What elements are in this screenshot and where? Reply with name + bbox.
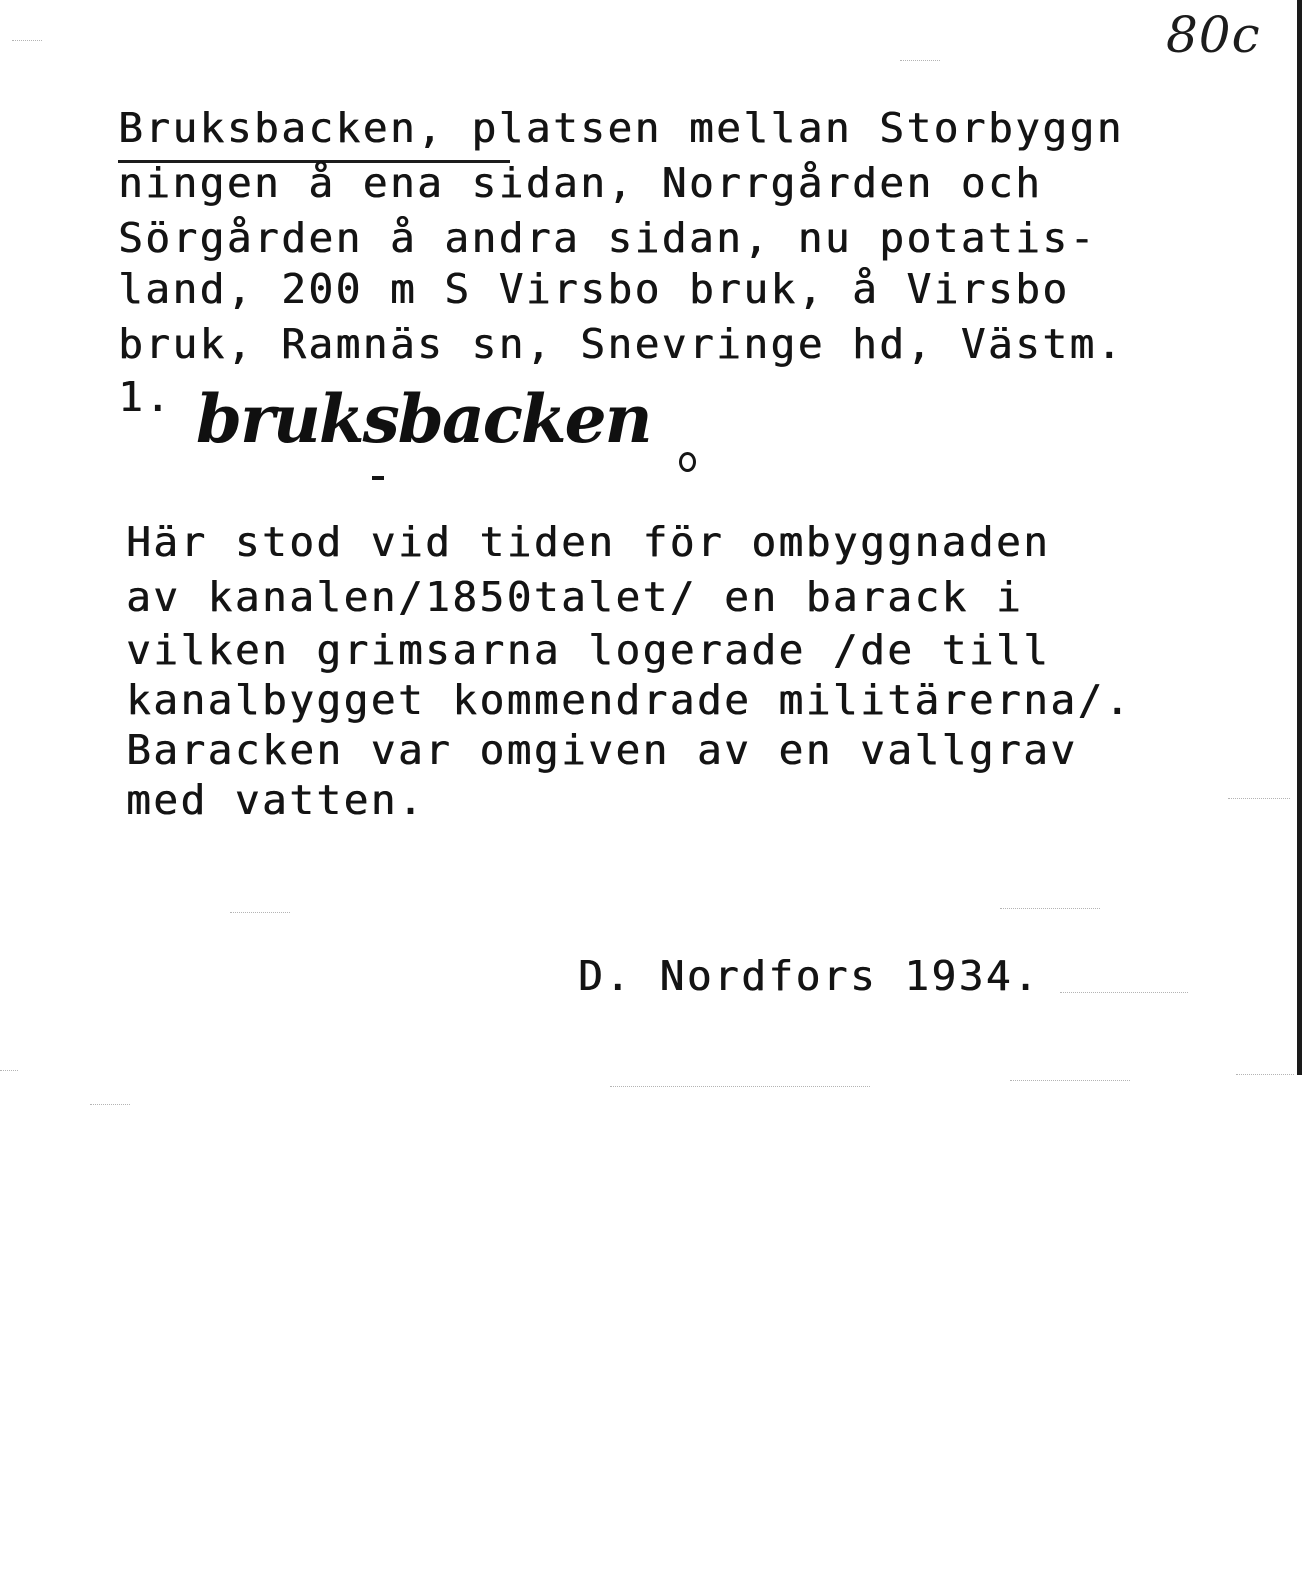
scan-speck — [1060, 992, 1188, 994]
handwritten-pronunciation: bruksbacken — [196, 380, 651, 458]
scan-speck — [1228, 798, 1290, 800]
scan-speck — [900, 60, 940, 62]
scan-speck — [12, 40, 42, 42]
card-edge-line — [1297, 0, 1302, 1075]
signature: D. Nordfors 1934. — [578, 952, 1041, 1000]
scan-speck — [1236, 1074, 1294, 1076]
entry-line: ningen å ena sidan, Norrgården och — [118, 159, 1043, 207]
description-line: av kanalen/1850talet/ en barack i — [126, 573, 1024, 621]
description-line: Här stod vid tiden för ombyggnaden — [126, 518, 1051, 566]
length-diacritic-mark — [372, 476, 384, 480]
entry-line: Bruksbacken, platsen mellan Storbyggn — [118, 104, 1124, 152]
entry-line: bruk, Ramnäs sn, Snevringe hd, Västm. — [118, 320, 1124, 368]
pronunciation-number: 1. — [118, 373, 173, 421]
description-line: med vatten. — [126, 776, 426, 824]
scan-speck — [90, 1104, 130, 1106]
scan-speck — [1010, 1080, 1130, 1082]
entry-line: land, 200 m S Virsbo bruk, å Virsbo — [118, 265, 1070, 313]
description-line: vilken grimsarna logerade /de till — [126, 626, 1051, 674]
entry-line: Sörgården å andra sidan, nu potatis- — [118, 214, 1097, 262]
scan-speck — [230, 912, 290, 914]
description-line: kanalbygget kommendrade militärerna/. — [126, 676, 1132, 724]
scan-speck — [610, 1086, 870, 1088]
scan-speck — [0, 1070, 18, 1072]
scan-speck — [1000, 908, 1100, 910]
description-line: Baracken var omgiven av en vallgrav — [126, 726, 1078, 774]
catalog-number: 80c — [1166, 6, 1261, 64]
ring-diacritic-mark — [679, 452, 696, 472]
